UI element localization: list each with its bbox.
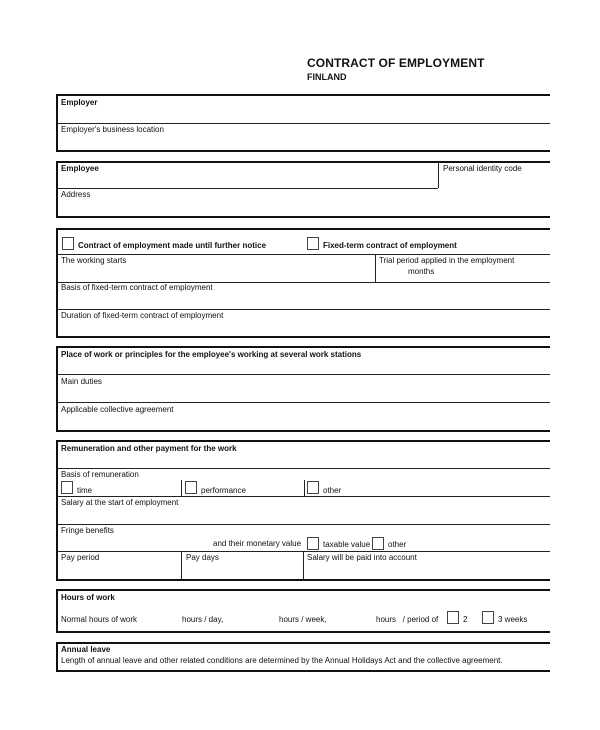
divider bbox=[375, 255, 376, 282]
leave-left-border bbox=[56, 642, 58, 672]
employer-bottom-border bbox=[56, 150, 550, 152]
document-country: FINLAND bbox=[307, 72, 347, 82]
hours-top-border bbox=[56, 589, 550, 591]
time-checkbox[interactable] bbox=[61, 481, 73, 494]
leave-top-border bbox=[56, 642, 550, 644]
place-top-border bbox=[56, 346, 550, 348]
divider bbox=[304, 480, 305, 496]
divider bbox=[56, 188, 438, 189]
hours-left-border bbox=[56, 589, 58, 633]
contract-left-border bbox=[56, 228, 58, 338]
further-notice-label: Contract of employment made until further notice bbox=[78, 241, 267, 250]
place-of-work-label: Place of work or principles for the employee's working at several work stations bbox=[61, 350, 362, 359]
employer-label: Employer bbox=[61, 98, 98, 107]
salary-start-field[interactable]: Salary at the start of employment bbox=[61, 498, 179, 507]
basis-fixed-term-field[interactable]: Basis of fixed-term contract of employment bbox=[61, 283, 213, 292]
taxable-value-label: taxable value bbox=[323, 540, 371, 549]
employee-left-border bbox=[56, 161, 58, 218]
employer-location-field[interactable]: Employer's business location bbox=[61, 125, 164, 134]
remuneration-label: Remuneration and other payment for the work bbox=[61, 444, 237, 453]
divider bbox=[181, 552, 182, 579]
divider bbox=[181, 480, 182, 496]
period-2-label: 2 bbox=[463, 615, 468, 624]
hours-of-work-label: Hours of work bbox=[61, 593, 115, 602]
document-title: CONTRACT OF EMPLOYMENT bbox=[307, 56, 485, 70]
performance-label: performance bbox=[201, 486, 246, 495]
divider bbox=[56, 254, 550, 255]
remuneration-left-border bbox=[56, 440, 58, 581]
divider bbox=[56, 468, 550, 469]
normal-hours-label: Normal hours of work bbox=[61, 615, 138, 624]
divider bbox=[303, 552, 304, 579]
taxable-value-checkbox[interactable] bbox=[307, 537, 319, 550]
leave-bottom-border bbox=[56, 670, 550, 672]
personal-id-field[interactable]: Personal identity code bbox=[443, 164, 522, 173]
other-checkbox[interactable] bbox=[307, 481, 319, 494]
employer-left-border bbox=[56, 94, 58, 152]
contract-top-border bbox=[56, 228, 550, 230]
remuneration-bottom-border bbox=[56, 579, 550, 581]
fixed-term-label: Fixed-term contract of employment bbox=[323, 241, 457, 250]
collective-agreement-field[interactable]: Applicable collective agreement bbox=[61, 405, 174, 414]
further-notice-checkbox[interactable] bbox=[62, 237, 74, 250]
employee-label: Employee bbox=[61, 164, 99, 173]
address-field[interactable]: Address bbox=[61, 190, 91, 199]
divider bbox=[56, 524, 550, 525]
hours-per-day-label: hours / day, bbox=[182, 615, 224, 624]
main-duties-field[interactable]: Main duties bbox=[61, 377, 102, 386]
trial-period-field[interactable]: Trial period applied in the employment bbox=[379, 256, 515, 265]
divider bbox=[56, 123, 550, 124]
contract-bottom-border bbox=[56, 336, 550, 338]
time-label: time bbox=[77, 486, 93, 495]
other-benefit-label: other bbox=[388, 540, 407, 549]
divider bbox=[438, 162, 439, 188]
hours-bottom-border bbox=[56, 631, 550, 633]
place-left-border bbox=[56, 346, 58, 432]
divider bbox=[56, 496, 550, 497]
period-of-label: hours / period of bbox=[376, 615, 439, 624]
divider bbox=[56, 374, 550, 375]
other-label: other bbox=[323, 486, 342, 495]
fixed-term-checkbox[interactable] bbox=[307, 237, 319, 250]
pay-period-field[interactable]: Pay period bbox=[61, 553, 100, 562]
employee-bottom-border bbox=[56, 216, 550, 218]
divider bbox=[56, 309, 550, 310]
basis-of-remuneration-label: Basis of remuneration bbox=[61, 470, 139, 479]
annual-leave-label: Annual leave bbox=[61, 645, 111, 654]
period-2-weeks-checkbox[interactable] bbox=[447, 611, 459, 624]
trial-months-label: months bbox=[408, 267, 435, 276]
other-benefit-checkbox[interactable] bbox=[372, 537, 384, 550]
remuneration-top-border bbox=[56, 440, 550, 442]
monetary-value-label: and their monetary value bbox=[213, 539, 302, 548]
employer-top-border bbox=[56, 94, 550, 96]
fringe-benefits-field[interactable]: Fringe benefits bbox=[61, 526, 114, 535]
employee-top-border bbox=[56, 161, 550, 163]
salary-account-field[interactable]: Salary will be paid into account bbox=[307, 553, 417, 562]
annual-leave-text: Length of annual leave and other related conditions are determined by the Annual Holidays Act and the collective agreement. bbox=[61, 656, 503, 665]
period-3-weeks-label: 3 weeks bbox=[498, 615, 528, 624]
hours-per-week-label: hours / week, bbox=[279, 615, 327, 624]
duration-fixed-term-field[interactable]: Duration of fixed-term contract of employment bbox=[61, 311, 224, 320]
performance-checkbox[interactable] bbox=[185, 481, 197, 494]
place-bottom-border bbox=[56, 430, 550, 432]
period-3-weeks-checkbox[interactable] bbox=[482, 611, 494, 624]
divider bbox=[56, 402, 550, 403]
working-starts-field[interactable]: The working starts bbox=[61, 256, 127, 265]
pay-days-field[interactable]: Pay days bbox=[186, 553, 219, 562]
